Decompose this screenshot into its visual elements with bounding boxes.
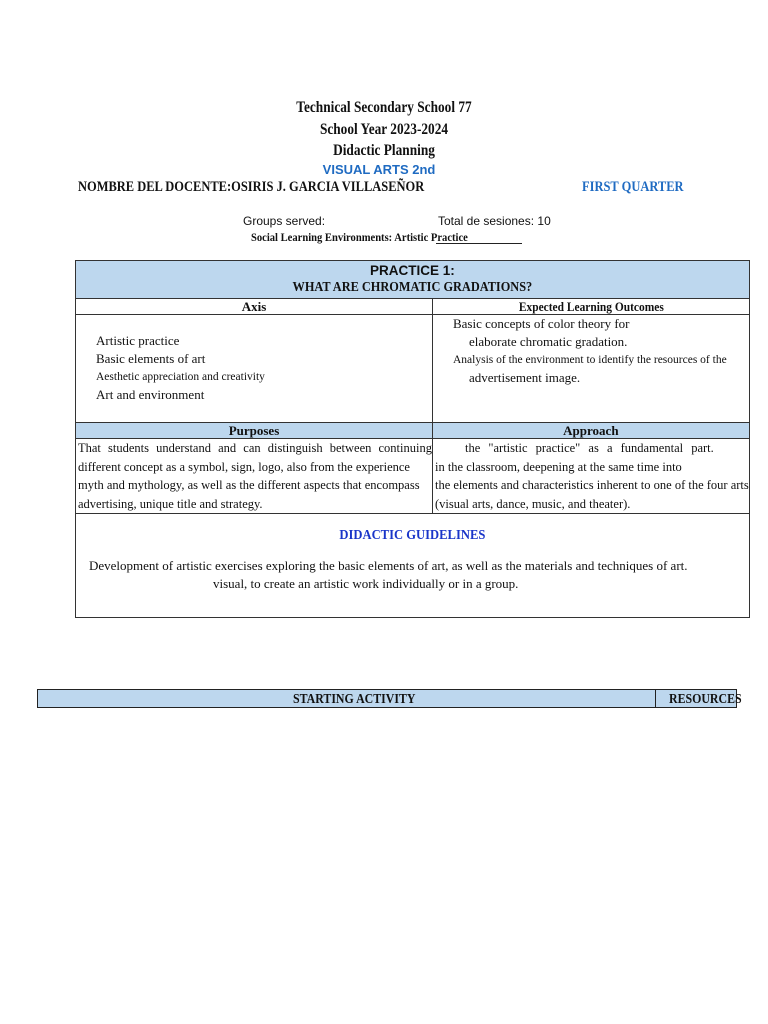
- subject-title: VISUAL ARTS 2nd: [322, 162, 436, 177]
- axis-item: Artistic practice: [96, 333, 180, 348]
- practice-question: WHAT ARE CHROMATIC GRADATIONS?: [292, 280, 533, 295]
- axis-item: Basic elements of art: [96, 351, 206, 366]
- approach-line: (visual arts, dance, music, and theater).: [434, 496, 631, 511]
- planning-title: Didactic Planning: [333, 142, 435, 159]
- approach-text: [432, 439, 749, 514]
- starting-activity-bar: [37, 689, 742, 708]
- teacher-name: NOMBRE DEL DOCENTE:OSIRIS J. GARCIA VILLASEÑOR: [78, 179, 425, 195]
- activity-divider: [655, 690, 656, 707]
- practice-title: PRACTICE 1:: [369, 263, 455, 278]
- outcome-item: elaborate chromatic gradation.: [468, 334, 628, 349]
- axis-list: [76, 315, 433, 423]
- approach-line: the elements and characteristics inherent to one of the four arts: [434, 478, 749, 492]
- environment-underline: [436, 243, 522, 244]
- approach-line: in the classroom, deepening at the same time into: [434, 459, 682, 474]
- purposes-line: advertising, unique title and strategy.: [78, 496, 263, 511]
- total-sessions: Total de sesiones: 10: [438, 214, 551, 228]
- purposes-text: [76, 439, 433, 514]
- axis-item: Art and environment: [96, 387, 205, 402]
- learning-environment: Social Learning Environments: Artistic Practice: [251, 230, 468, 244]
- resources-label: RESOURCES: [669, 691, 742, 706]
- outcome-item: Analysis of the environment to identify the resources of the: [452, 354, 727, 366]
- purposes-line: myth and mythology, as well as the different aspects that encompass: [78, 478, 420, 492]
- outcome-item: advertisement image.: [468, 370, 581, 385]
- guidelines-line: visual, to create an artistic work individually or in a group.: [213, 576, 519, 591]
- school-name: Technical Secondary School 77: [296, 99, 472, 116]
- groups-served: Groups served:: [243, 214, 326, 228]
- purposes-line: That students understand and can distinguish between continuing: [78, 441, 432, 455]
- guidelines-cell: [76, 514, 750, 618]
- approach-header: Approach: [432, 423, 749, 439]
- outcome-item: Basic concepts of color theory for: [452, 316, 630, 331]
- outcomes-header: Expected Learning Outcomes: [432, 299, 749, 315]
- quarter-label: FIRST QUARTER: [582, 179, 684, 195]
- guidelines-line: Development of artistic exercises exploring the basic elements of art, as well as the materials and techniques of art.: [89, 558, 688, 573]
- school-year: School Year 2023-2024: [319, 121, 449, 138]
- outcomes-list: [432, 315, 749, 423]
- approach-line: the "artistic practice" as a fundamental part.: [464, 441, 714, 455]
- guidelines-title: DIDACTIC GUIDELINES: [339, 528, 486, 543]
- practice-table: [75, 260, 750, 618]
- purposes-header: Purposes: [76, 423, 433, 439]
- axis-header: Axis: [76, 299, 433, 315]
- axis-item: Aesthetic appreciation and creativity: [96, 371, 265, 383]
- purposes-line: different concept as a symbol, sign, logo, also from the experience: [78, 459, 410, 474]
- practice-header: [76, 261, 750, 299]
- starting-activity-label: STARTING ACTIVITY: [293, 691, 416, 706]
